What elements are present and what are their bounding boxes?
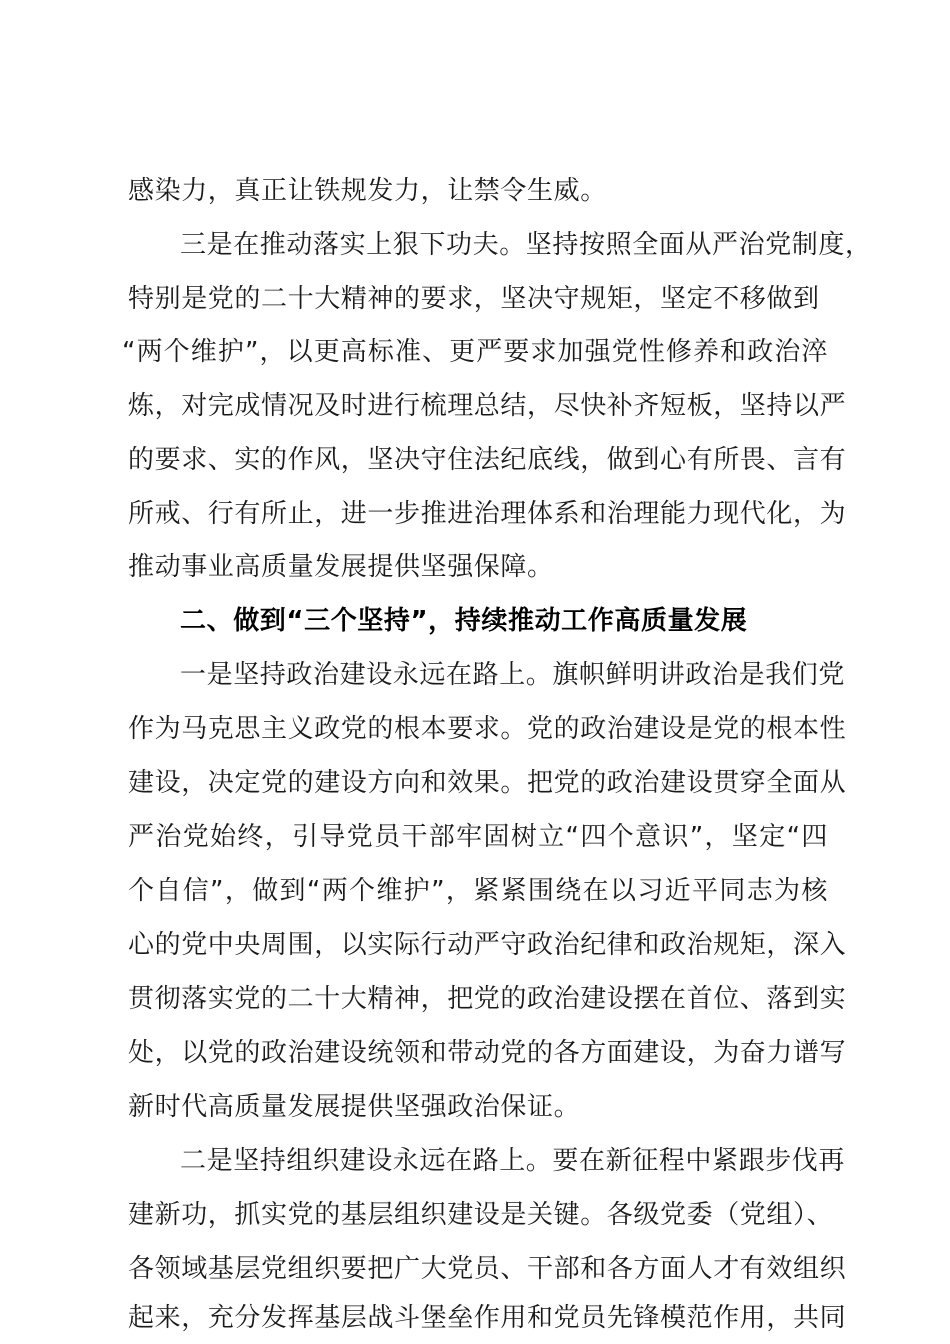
paragraph-line: 二是坚持组织建设永远在路上。要在新征程中紧跟步伐再 (180, 1146, 846, 1176)
paragraph-line: 心的党中央周围，以实际行动严守政治纪律和政治规矩，深入 (128, 930, 847, 960)
paragraph-line: 个自信”，做到“两个维护”，紧紧围绕在以习近平同志为核 (128, 876, 828, 906)
paragraph-line: 一是坚持政治建设永远在路上。旗帜鲜明讲政治是我们党 (180, 660, 846, 690)
paragraph-line: 炼，对完成情况及时进行梳理总结，尽快补齐短板，坚持以严 (128, 391, 847, 421)
paragraph-line: 推动事业高质量发展提供坚强保障。 (128, 552, 554, 582)
paragraph-line: 起来，充分发挥基层战斗堡垒作用和党员先锋模范作用，共同 (128, 1303, 847, 1333)
paragraph-line: 特别是党的二十大精神的要求，坚决守规矩，坚定不移做到 (128, 284, 820, 314)
paragraph-line: 感染力，真正让铁规发力，让禁令生威。 (128, 176, 607, 206)
paragraph-line: 建设，决定党的建设方向和效果。把党的政治建设贯穿全面从 (128, 768, 847, 798)
paragraph-line: 严治党始终，引导党员干部牢固树立“四个意识”，坚定“四 (128, 822, 828, 852)
paragraph-line: 各领域基层党组织要把广大党员、干部和各方面人才有效组织 (128, 1254, 847, 1284)
paragraph-line: 建新功，抓实党的基层组织建设是关键。各级党委（党组）、 (128, 1200, 834, 1230)
paragraph-line: 处，以党的政治建设统领和带动党的各方面建设，为奋力谱写 (128, 1038, 847, 1068)
paragraph-line: 的要求、实的作风，坚决守住法纪底线，做到心有所畏、言有 (128, 445, 847, 475)
paragraph-line: 三是在推动落实上狠下功夫。坚持按照全面从严治党制度， (180, 230, 872, 260)
section-heading: 二、做到“三个坚持”，持续推动工作高质量发展 (180, 606, 748, 636)
paragraph-line: 所戒、行有所止，进一步推进治理体系和治理能力现代化，为 (128, 499, 847, 529)
paragraph-line: 新时代高质量发展提供坚强政治保证。 (128, 1092, 581, 1122)
paragraph-line: 作为马克思主义政党的根本要求。党的政治建设是党的根本性 (128, 714, 847, 744)
paragraph-line: 贯彻落实党的二十大精神，把党的政治建设摆在首位、落到实 (128, 984, 847, 1014)
paragraph-line: “两个维护”，以更高标准、更严要求加强党性修养和政治淬 (122, 337, 828, 367)
